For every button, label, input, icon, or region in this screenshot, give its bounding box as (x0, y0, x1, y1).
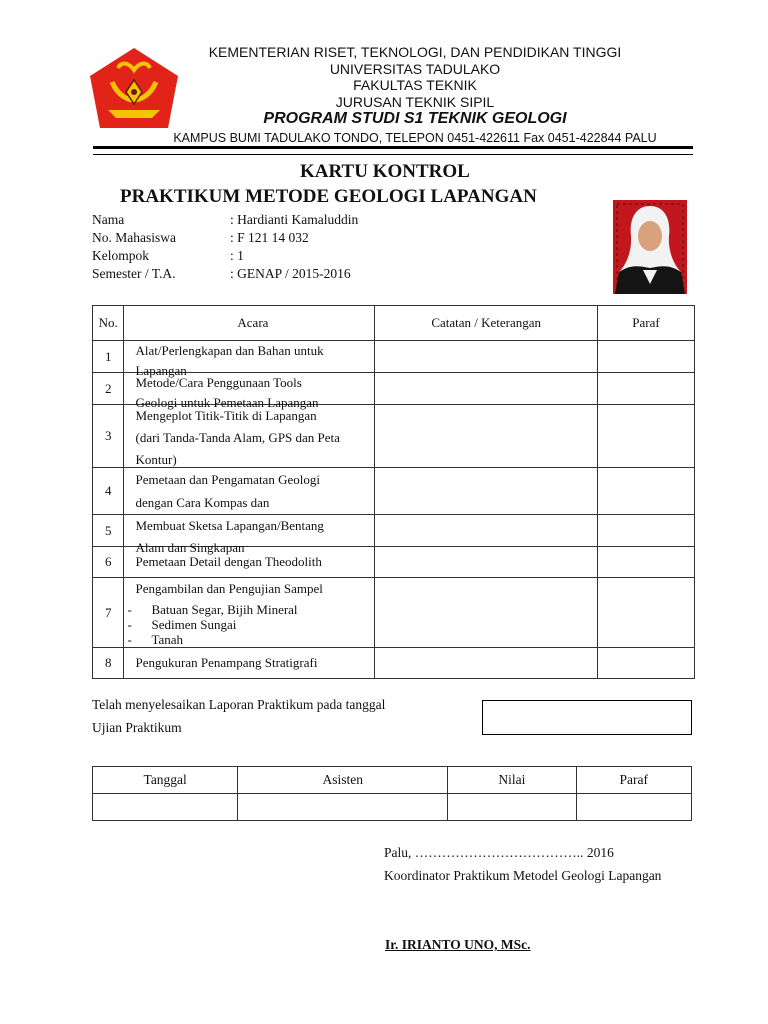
exam-header-row (93, 767, 692, 794)
label-nama: Nama (92, 212, 125, 227)
row-number: 3 (93, 405, 124, 468)
row-activity: Pemetaan Detail dengan Theodolith (124, 547, 375, 578)
row-activity (124, 468, 375, 515)
row-notes[interactable] (375, 578, 598, 648)
table-row (93, 578, 695, 648)
activity-line: Metode/Cara Penggunaan Tools (135, 375, 302, 390)
row-notes[interactable] (375, 468, 598, 515)
row-activity (124, 405, 375, 468)
exam-signature-cell[interactable] (576, 794, 691, 821)
header-nilai: Nilai (448, 767, 576, 794)
sample-sublist (135, 602, 370, 647)
row-activity (124, 578, 375, 648)
header-paraf-ujian: Paraf (576, 767, 691, 794)
coordinator-role: Koordinator Praktikum Metodel Geologi Lapangan (384, 868, 662, 883)
activity-line: Alam dan Singkapan (135, 540, 245, 555)
department-name: JURUSAN TEKNIK SIPIL (335, 94, 495, 110)
practicum-activity-table (92, 305, 695, 679)
value-no-mahasiswa: : F 121 14 032 (230, 230, 309, 245)
label-kelompok: Kelompok (92, 248, 149, 263)
header-no: No. (93, 306, 124, 341)
activity-line: Mengeplot Titik-Titik di Lapangan (135, 408, 317, 423)
activity-line: Lapangan (135, 363, 187, 378)
exam-label: Ujian Praktikum (92, 720, 182, 735)
row-number: 5 (93, 515, 124, 547)
row-activity (124, 515, 375, 555)
table-header-row (93, 306, 695, 341)
table-row (93, 373, 695, 405)
header-tanggal: Tanggal (93, 767, 238, 794)
row-number: 6 (93, 547, 124, 578)
row-notes[interactable] (375, 405, 598, 468)
header-asisten: Asisten (238, 767, 448, 794)
row-signature[interactable] (598, 648, 695, 679)
row-activity (124, 341, 375, 378)
exam-score-cell[interactable] (448, 794, 576, 821)
report-completion-text: Telah menyelesaikan Laporan Praktikum pada tanggal (92, 697, 386, 712)
header-catatan: Catatan / Keterangan (375, 306, 598, 341)
row-signature[interactable] (598, 547, 695, 578)
sublist-item: - Tanah (135, 632, 370, 647)
coordinator-name: Ir. IRIANTO UNO, MSc. (385, 937, 531, 952)
row-notes[interactable] (375, 341, 598, 373)
table-row (93, 341, 695, 373)
row-signature[interactable] (598, 515, 695, 547)
row-signature[interactable] (598, 341, 695, 373)
exam-date-cell[interactable] (93, 794, 238, 821)
row-number: 2 (93, 373, 124, 405)
faculty-name: FAKULTAS TEKNIK (353, 77, 477, 93)
header-divider (93, 146, 693, 149)
row-signature[interactable] (598, 405, 695, 468)
program-name: PROGRAM STUDI S1 TEKNIK GEOLOGI (263, 110, 567, 127)
row-signature[interactable] (598, 468, 695, 515)
student-photo (613, 200, 687, 294)
activity-line: dengan Cara Kompas dan (135, 495, 270, 510)
row-signature[interactable] (598, 373, 695, 405)
header-paraf: Paraf (598, 306, 695, 341)
campus-address: KAMPUS BUMI TADULAKO TONDO, TELEPON 0451-422611 Fax 0451-422844 PALU (173, 131, 657, 145)
row-number: 8 (93, 648, 124, 679)
activity-line: Kontur) (135, 452, 177, 467)
activity-line: Pengambilan dan Pengujian Sampel (135, 581, 323, 596)
card-title: KARTU KONTROL (300, 161, 470, 182)
row-number: 1 (93, 341, 124, 373)
label-semester: Semester / T.A. (92, 266, 176, 281)
place-date: Palu, ……………………………….. 2016 (384, 845, 614, 860)
practicum-title: PRAKTIKUM METODE GEOLOGI LAPANGAN (120, 186, 537, 207)
exam-assistant-cell[interactable] (238, 794, 448, 821)
header-divider-thin (93, 154, 693, 155)
value-semester: : GENAP / 2015-2016 (230, 266, 351, 281)
row-notes[interactable] (375, 648, 598, 679)
activity-line: Geologi untuk Pemetaan Lapangan (135, 395, 319, 410)
sublist-item: - Batuan Segar, Bijih Mineral (135, 602, 370, 617)
exam-entry-row (93, 794, 692, 821)
row-notes[interactable] (375, 373, 598, 405)
activity-line: Alat/Perlengkapan dan Bahan untuk (135, 343, 324, 358)
report-date-box[interactable] (482, 700, 692, 735)
university-name: UNIVERSITAS TADULAKO (329, 61, 501, 77)
table-row (93, 648, 695, 679)
ministry-name: KEMENTERIAN RISET, TEKNOLOGI, DAN PENDIDIKAN TINGGI (208, 44, 622, 60)
table-row (93, 468, 695, 515)
value-nama: : Hardianti Kamaluddin (230, 212, 359, 227)
label-no-mahasiswa: No. Mahasiswa (92, 230, 176, 245)
activity-line: Membuat Sketsa Lapangan/Bentang (135, 518, 324, 533)
row-signature[interactable] (598, 578, 695, 648)
table-row (93, 547, 695, 578)
header-acara: Acara (124, 306, 375, 341)
row-activity: Pengukuran Penampang Stratigrafi (124, 648, 375, 679)
row-activity (124, 373, 375, 410)
activity-line: (dari Tanda-Tanda Alam, GPS dan Peta (135, 430, 340, 445)
activity-line: Pemetaan dan Pengamatan Geologi (135, 472, 320, 487)
table-row (93, 515, 695, 547)
exam-table (92, 766, 692, 821)
sublist-item: - Sedimen Sungai (135, 617, 370, 632)
value-kelompok: : 1 (230, 248, 244, 263)
row-notes[interactable] (375, 547, 598, 578)
row-number: 7 (93, 578, 124, 648)
row-number: 4 (93, 468, 124, 515)
row-notes[interactable] (375, 515, 598, 547)
table-row (93, 405, 695, 468)
